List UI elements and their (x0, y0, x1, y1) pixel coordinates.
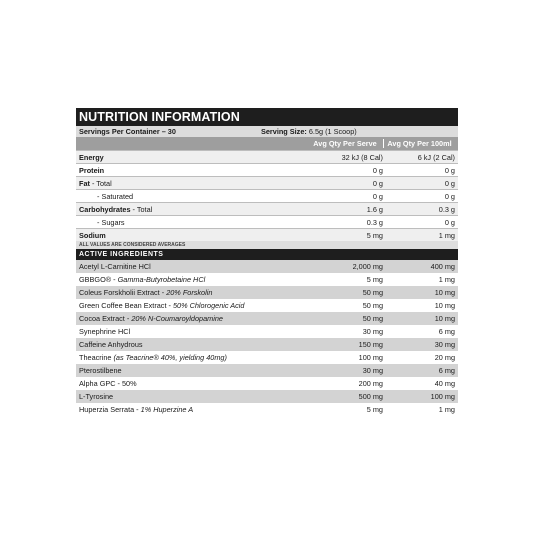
nutrient-per-100ml: 1 mg (438, 230, 455, 240)
active-name-cell (76, 340, 307, 349)
active-per-serve: 30 mg (362, 366, 383, 375)
active-ingredient-row (76, 364, 458, 377)
active-ingredients-list (76, 260, 458, 416)
active-name-cell (76, 366, 307, 375)
active-ingredient-name: Theacrine (79, 353, 114, 362)
active-ingredient-name: Coleus Forskholii Extract - (79, 288, 167, 297)
nutrient-per-serve: 1.6 g (366, 204, 383, 214)
active-ingredient-detail: Gamma-Butyrobetaine HCl (117, 275, 206, 284)
active-ingredient-row (76, 377, 458, 390)
active-ingredient-row (76, 390, 458, 403)
nutrition-title: NUTRITION INFORMATION (76, 108, 458, 126)
active-per-serve: 50 mg (362, 288, 383, 297)
active-ingredient-row (76, 403, 458, 416)
nutrient-row (76, 189, 458, 202)
active-name-cell (76, 353, 307, 362)
active-ingredient-name: Alpha GPC - 50% (79, 379, 137, 388)
active-ingredient-detail: 50% Chlorogenic Acid (172, 301, 245, 310)
nutrient-per-serve: 32 kJ (8 Cal) (341, 152, 383, 162)
nutrient-name: Carbohydrates (79, 204, 131, 214)
active-ingredient-name: Huperzia Serrata - (79, 405, 141, 414)
active-per-100ml: 30 mg (434, 340, 455, 349)
active-ingredient-detail: 20% Forskolin (166, 288, 213, 297)
active-name-cell (76, 392, 307, 401)
active-per-100ml: 6 mg (438, 366, 455, 375)
active-ingredient-row (76, 286, 458, 299)
nutrient-subname: - Total (89, 178, 112, 188)
active-per-100ml: 20 mg (434, 353, 455, 362)
active-name-cell (76, 327, 307, 336)
nutrient-per-100ml: 6 kJ (2 Cal) (417, 152, 455, 162)
active-per-100ml: 400 mg (430, 262, 455, 271)
active-ingredient-detail: 1% Huperzine A (140, 405, 194, 414)
active-per-serve: 50 mg (362, 314, 383, 323)
active-ingredients-title (76, 249, 458, 260)
active-per-100ml: 10 mg (434, 288, 455, 297)
active-per-100ml: 6 mg (438, 327, 455, 336)
active-per-serve: 150 mg (358, 340, 383, 349)
active-ingredient-name: L-Tyrosine (79, 392, 114, 401)
active-ingredient-row (76, 299, 458, 312)
active-ingredient-row (76, 351, 458, 364)
nutrient-per-100ml: 0 g (444, 191, 455, 201)
active-name-cell (76, 379, 307, 388)
nutrient-per-serve: 5 mg (366, 230, 383, 240)
active-ingredient-detail: 20% N-Coumaroyldopamine (131, 314, 223, 323)
active-name-cell (76, 262, 307, 271)
nutrient-name: Sodium (79, 230, 106, 240)
nutrient-per-serve: 0.3 g (366, 217, 383, 227)
nutrient-row (76, 150, 458, 163)
nutrient-row (76, 163, 458, 176)
nutrient-list (76, 150, 458, 241)
active-ingredient-name: Caffeine Anhydrous (79, 340, 143, 349)
nutrient-subname: - Saturated (97, 191, 134, 201)
active-name-cell (76, 314, 307, 323)
active-per-100ml: 10 mg (434, 301, 455, 310)
servings-per-container: Servings Per Container – 30 (79, 127, 176, 136)
active-per-serve: 50 mg (362, 301, 383, 310)
active-ingredient-row (76, 260, 458, 273)
nutrient-per-100ml: 0 g (444, 178, 455, 188)
active-name-cell (76, 405, 307, 414)
active-per-serve: 5 mg (366, 405, 383, 414)
nutrient-name-cell (76, 218, 307, 227)
active-ingredient-name: Green Coffee Bean Extract - (79, 301, 173, 310)
active-per-100ml: 1 mg (438, 275, 455, 284)
active-ingredient-row (76, 325, 458, 338)
nutrient-name-cell (76, 179, 307, 188)
active-per-100ml: 40 mg (434, 379, 455, 388)
servings-row (76, 126, 458, 137)
active-per-serve: 500 mg (358, 392, 383, 401)
active-per-serve: 200 mg (358, 379, 383, 388)
column-header-per-serve: Avg Qty Per Serve (307, 139, 383, 148)
active-per-100ml: 100 mg (430, 392, 455, 401)
active-ingredient-name: Synephrine HCl (79, 327, 131, 336)
nutrient-name: Protein (79, 165, 105, 175)
active-per-serve: 100 mg (358, 353, 383, 362)
nutrient-name: Energy (79, 152, 104, 162)
active-per-serve: 2,000 mg (352, 262, 383, 271)
nutrient-row (76, 176, 458, 189)
active-per-100ml: 1 mg (438, 405, 455, 414)
nutrient-name-cell (76, 192, 307, 201)
active-ingredient-detail: (as Teacrine® 40%, yielding 40mg) (113, 353, 227, 362)
serving-size-value: 6.5g (1 Scoop) (308, 127, 357, 136)
column-header-row (76, 137, 458, 150)
nutrient-per-100ml: 0.3 g (438, 204, 455, 214)
averages-note: ALL VALUES ARE CONSIDERED AVERAGES (76, 241, 458, 249)
nutrient-per-100ml: 0 g (444, 217, 455, 227)
nutrient-name: Fat (79, 178, 90, 188)
nutrient-subname: - Total (130, 204, 153, 214)
serving-size-label: Serving Size: (261, 127, 307, 136)
active-ingredient-row (76, 312, 458, 325)
nutrient-name-cell (76, 205, 307, 214)
nutrition-panel (76, 108, 458, 416)
nutrient-name-cell (76, 166, 307, 175)
nutrient-name-cell (76, 231, 307, 240)
nutrient-row (76, 215, 458, 228)
serving-size (261, 127, 458, 136)
active-per-serve: 30 mg (362, 327, 383, 336)
active-ingredient-name: Cocoa Extract - (79, 314, 132, 323)
active-name-cell (76, 288, 307, 297)
column-header-per-100ml: Avg Qty Per 100ml (383, 139, 458, 148)
nutrient-row (76, 228, 458, 241)
nutrient-subname: - Sugars (97, 217, 125, 227)
nutrient-per-serve: 0 g (372, 191, 383, 201)
active-ingredient-row (76, 273, 458, 286)
active-per-serve: 5 mg (366, 275, 383, 284)
active-ingredients-label: ACTIVE INGREDIENTS (79, 251, 164, 258)
active-name-cell (76, 275, 307, 284)
nutrient-per-100ml: 0 g (444, 165, 455, 175)
nutrient-row (76, 202, 458, 215)
active-ingredient-name: GBBGO® - (79, 275, 118, 284)
active-per-100ml: 10 mg (434, 314, 455, 323)
nutrient-name-cell (76, 153, 307, 162)
active-name-cell (76, 301, 307, 310)
active-ingredient-name: Pterostilbene (79, 366, 122, 375)
active-ingredient-row (76, 338, 458, 351)
nutrient-per-serve: 0 g (372, 165, 383, 175)
nutrient-per-serve: 0 g (372, 178, 383, 188)
active-ingredient-name: Acetyl L-Carnitine HCl (79, 262, 151, 271)
